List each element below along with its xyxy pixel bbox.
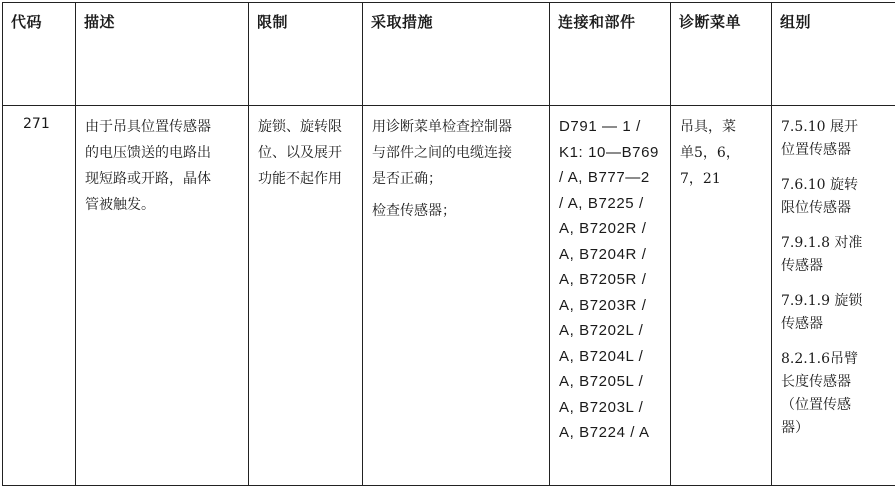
action-extra-text: 检查传感器； [372, 203, 456, 219]
code-value: 271 [23, 116, 50, 132]
cell-group [772, 106, 895, 486]
description-line: 的电压馈送的电路出 [85, 145, 211, 161]
description-line: 由于吊具位置传感器 [85, 119, 211, 135]
group-entry [781, 232, 889, 278]
action-line: 用诊断菜单检查控制器 [372, 119, 512, 135]
action-line: 与部件之间的电缆连接 [372, 145, 512, 161]
action-line: 是否正确； [372, 171, 442, 187]
header-connections: 连接和部件 [550, 3, 671, 106]
header-diagnostic-menu: 诊断菜单 [671, 3, 772, 106]
group-entry-line: 7.5.10 展开 [781, 119, 858, 135]
group-entry-line: 位置传感器 [781, 142, 851, 158]
connection-line: A, B7203R / [559, 296, 647, 314]
group-entry-line: 传感器 [781, 316, 823, 332]
connection-line: A, B7202R / [559, 220, 647, 237]
description-line: 管被触发。 [85, 197, 155, 213]
connection-line: A, B7204R / [559, 245, 647, 263]
group-entry [781, 174, 889, 220]
fault-code-table [2, 2, 895, 486]
cell-restriction [249, 106, 363, 486]
group-entry-line: 传感器 [781, 258, 823, 274]
connection-line: A, B7224 / A [559, 424, 650, 441]
table-row [3, 106, 895, 486]
header-restriction: 限制 [249, 3, 363, 106]
group-list [772, 106, 895, 440]
group-entry [781, 116, 889, 162]
cell-diagnostic-menu [671, 106, 772, 486]
connection-line: A, B7204L / [559, 347, 644, 365]
connection-line: K1: 10—B769 [559, 143, 659, 161]
cell-action [363, 106, 550, 486]
group-entry-line: 7.9.1.8 对准 [781, 235, 863, 251]
diagnostic-line: 单5，6， [680, 145, 740, 161]
header-action: 采取措施 [363, 3, 550, 106]
header-group: 组别 [772, 3, 895, 106]
connection-line: A, B7203L / [559, 398, 644, 416]
diagnostic-line: 7，21 [680, 171, 721, 187]
group-entry-line: （位置传感 [781, 397, 851, 413]
connections-text [550, 106, 670, 446]
connection-line: / A, B777—2 [559, 169, 650, 186]
header-description: 描述 [76, 3, 249, 106]
group-entry-line: 器） [781, 420, 809, 436]
connection-line: A, B7205R / [559, 271, 647, 288]
description-text [76, 106, 248, 218]
diagnostic-line: 吊具，菜 [680, 119, 736, 135]
group-entry-line: 限位传感器 [781, 200, 851, 216]
description-line: 现短路或开路，晶体 [85, 171, 211, 187]
group-entry-line: 7.6.10 旋转 [781, 177, 858, 193]
cell-description [76, 106, 249, 486]
connection-line: A, B7205L / [559, 373, 644, 390]
diagnostic-menu-text [671, 106, 771, 192]
header-code: 代码 [3, 3, 76, 106]
restriction-line: 位、以及展开 [258, 145, 342, 161]
connection-line: A, B7202L / [559, 322, 644, 339]
cell-code [3, 106, 76, 486]
restriction-line: 功能不起作用 [258, 171, 342, 187]
group-entry [781, 348, 889, 440]
group-entry-line: 长度传感器 [781, 374, 851, 390]
restriction-text [249, 106, 362, 192]
connection-line: D791 — 1 / [559, 118, 641, 135]
restriction-line: 旋锁、旋转限 [258, 119, 342, 135]
cell-connections [550, 106, 671, 486]
action-text [363, 106, 549, 192]
group-entry-line: 7.9.1.9 旋锁 [781, 293, 863, 309]
connection-line: / A, B7225 / [559, 194, 644, 212]
group-entry [781, 290, 889, 336]
header-row [3, 3, 895, 106]
group-entry-line: 8.2.1.6吊臂 [781, 351, 858, 367]
